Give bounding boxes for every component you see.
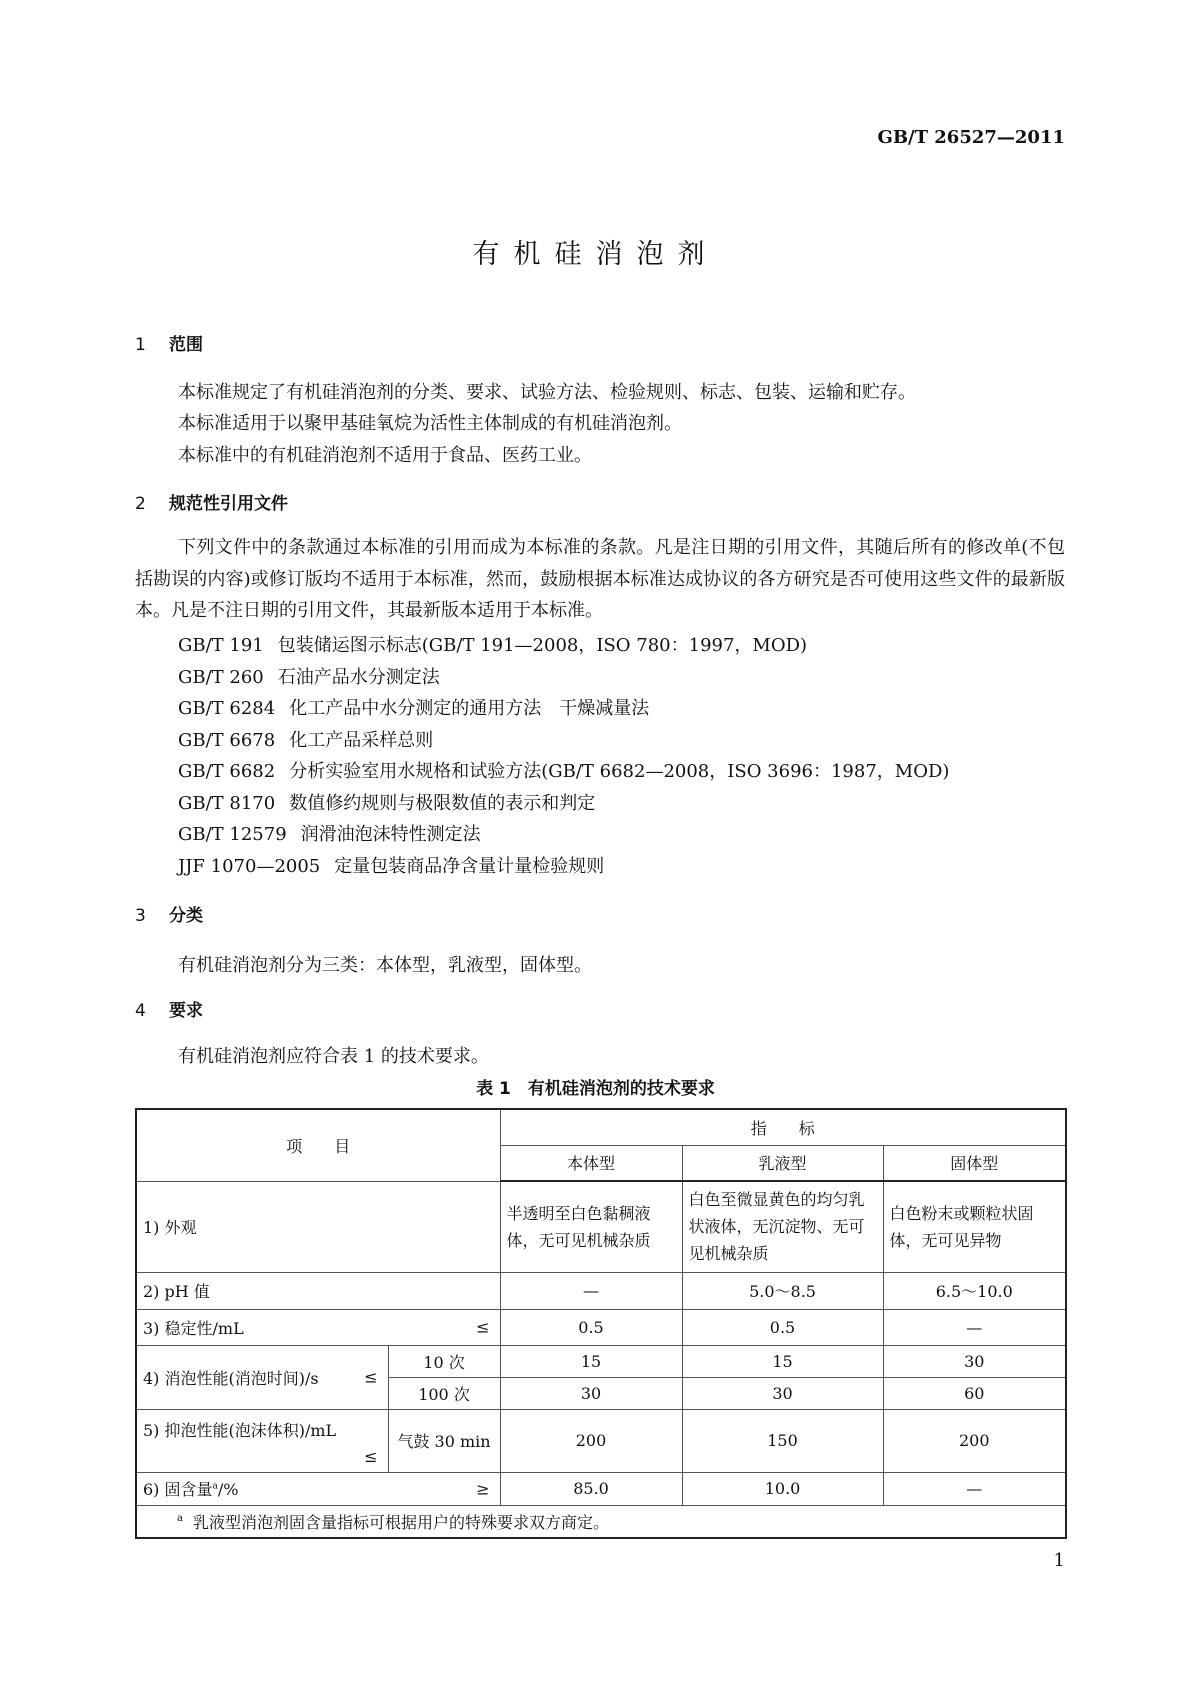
table-row: [136, 1409, 1066, 1472]
cell: —: [883, 1309, 1066, 1345]
table-footnote-row: [136, 1505, 1066, 1538]
ref-code: GB/T 191: [178, 635, 264, 656]
cell: 10.0: [682, 1472, 883, 1505]
header-type: 本体型: [500, 1145, 682, 1181]
ref-code: GB/T 6678: [178, 730, 276, 751]
reference-item: [178, 631, 807, 657]
reference-item: [178, 789, 595, 815]
paragraph: 有机硅消泡剂分为三类：本体型，乳液型，固体型。: [178, 955, 592, 976]
label-text: 3) 稳定性/mL: [143, 1318, 244, 1338]
ref-title: 包装储运图示标志(GB/T 191—2008，ISO 780：1997，MOD): [277, 635, 808, 656]
footnote-ref: a: [212, 1481, 218, 1492]
section-number: 1: [135, 335, 146, 355]
ref-title: 润滑油泡沫特性测定法: [300, 824, 481, 845]
page-number: 1: [1053, 1550, 1065, 1571]
section-title: 范围: [169, 335, 203, 355]
row-label: [136, 1345, 388, 1409]
row-label: [136, 1472, 500, 1505]
section-number: 3: [135, 906, 146, 926]
reference-item: [178, 757, 949, 783]
header-type: 固体型: [883, 1145, 1066, 1181]
ref-code: GB/T 260: [178, 667, 264, 688]
paragraph: 本标准中的有机硅消泡剂不适用于食品、医药工业。: [178, 445, 592, 466]
ref-title: 分析实验室用水规格和试验方法(GB/T 6682—2008，ISO 3696：1987，MOD): [289, 761, 950, 782]
cell: 0.5: [500, 1309, 682, 1345]
section-3-heading: [135, 901, 203, 926]
cell: 60: [883, 1377, 1066, 1409]
footnote-text: 乳液型消泡剂固含量指标可根据用户的特殊要求双方商定。: [192, 1512, 609, 1532]
table-row: [136, 1472, 1066, 1505]
header-item: 项 目: [136, 1109, 500, 1181]
table-row: [136, 1181, 1066, 1272]
ge-symbol: ≥: [476, 1479, 490, 1498]
cell: 200: [500, 1409, 682, 1472]
section-1-heading: [135, 330, 203, 355]
label-text: 6) 固含量: [143, 1480, 213, 1499]
cell: 150: [682, 1409, 883, 1472]
requirements-table: [135, 1108, 1067, 1539]
reference-item: [178, 852, 604, 878]
sub-label: 100 次: [388, 1377, 500, 1409]
cell: 30: [682, 1377, 883, 1409]
ref-code: GB/T 12579: [178, 824, 287, 845]
ref-title: 数值修约规则与极限数值的表示和判定: [289, 793, 596, 814]
table-row: [136, 1309, 1066, 1345]
reference-item: [178, 663, 440, 689]
paragraph: 有机硅消泡剂应符合表 1 的技术要求。: [178, 1046, 489, 1067]
cell: 30: [883, 1345, 1066, 1377]
row-label: 2) pH 值: [136, 1272, 500, 1309]
ref-title: 化工产品中水分测定的通用方法 干燥减量法: [289, 698, 650, 719]
paragraph: 下列文件中的条款通过本标准的引用而成为本标准的条款。凡是注日期的引用文件，其随后所有的修改单(不包括勘误的内容)或修订版均不适用于本标准，然而，鼓励根据本标准达成协议的各方研究是否可使用这些文件的最新版本。凡是不注日期的引用文件，其最新版本适用于本标准。: [135, 537, 1065, 621]
cell: 5.0～8.5: [682, 1272, 883, 1309]
cell: 30: [500, 1377, 682, 1409]
ref-title: 石油产品水分测定法: [277, 667, 440, 688]
ref-title: 化工产品采样总则: [289, 730, 434, 751]
reference-item: [178, 820, 481, 846]
sub-label: 10 次: [388, 1345, 500, 1377]
section-number: 2: [135, 494, 146, 514]
cell: 6.5～10.0: [883, 1272, 1066, 1309]
cell: 半透明至白色黏稠液体，无可见机械杂质: [500, 1181, 682, 1272]
le-symbol: ≤: [364, 1446, 378, 1466]
section-2-heading: [135, 489, 288, 514]
section-4-heading: [135, 996, 203, 1021]
section-title: 规范性引用文件: [169, 494, 288, 514]
paragraph: 本标准适用于以聚甲基硅氧烷为活性主体制成的有机硅消泡剂。: [178, 413, 682, 434]
section-title: 要求: [169, 1001, 203, 1021]
label-text: 5) 抑泡性能(泡沫体积)/mL: [143, 1420, 337, 1440]
cell: —: [500, 1272, 682, 1309]
cell: 0.5: [682, 1309, 883, 1345]
header-type: 乳液型: [682, 1145, 883, 1181]
table-footnote: [136, 1505, 1066, 1538]
unit: /%: [217, 1480, 239, 1499]
reference-item: [178, 726, 433, 752]
sub-label: 气鼓 30 min: [388, 1409, 500, 1472]
section-title: 分类: [169, 906, 203, 926]
cell: 15: [682, 1345, 883, 1377]
ref-code: GB/T 6682: [178, 761, 276, 782]
row-label: 1) 外观: [136, 1181, 500, 1272]
standard-number: GB/T 26527—2011: [877, 127, 1065, 148]
table-caption: 表 1 有机硅消泡剂的技术要求: [476, 1079, 715, 1099]
le-symbol: ≤: [364, 1367, 378, 1387]
row-label: [136, 1309, 500, 1345]
footnote-mark: a: [177, 1513, 183, 1525]
ref-code: GB/T 6284: [178, 698, 276, 719]
section-number: 4: [135, 1001, 146, 1021]
row-label: [136, 1409, 388, 1472]
cell: 白色粉末或颗粒状固体，无可见异物: [883, 1181, 1066, 1272]
header-index: 指 标: [500, 1109, 1066, 1145]
table-row: [136, 1345, 1066, 1377]
paragraph: 本标准规定了有机硅消泡剂的分类、要求、试验方法、检验规则、标志、包装、运输和贮存。: [178, 382, 916, 403]
cell: —: [883, 1472, 1066, 1505]
cell: 200: [883, 1409, 1066, 1472]
page-title: 有机硅消泡剂: [472, 239, 719, 270]
le-symbol: ≤: [476, 1317, 490, 1337]
cell: 白色至微显黄色的均匀乳状液体，无沉淀物、无可见机械杂质: [682, 1181, 883, 1272]
cell: 85.0: [500, 1472, 682, 1505]
cell: 15: [500, 1345, 682, 1377]
ref-code: JJF 1070—2005: [178, 856, 321, 877]
ref-code: GB/T 8170: [178, 793, 276, 814]
reference-item: [178, 694, 649, 720]
table-row: [136, 1272, 1066, 1309]
label-text: 4) 消泡性能(消泡时间)/s: [143, 1368, 319, 1388]
ref-title: 定量包装商品净含量计量检验规则: [334, 856, 605, 877]
